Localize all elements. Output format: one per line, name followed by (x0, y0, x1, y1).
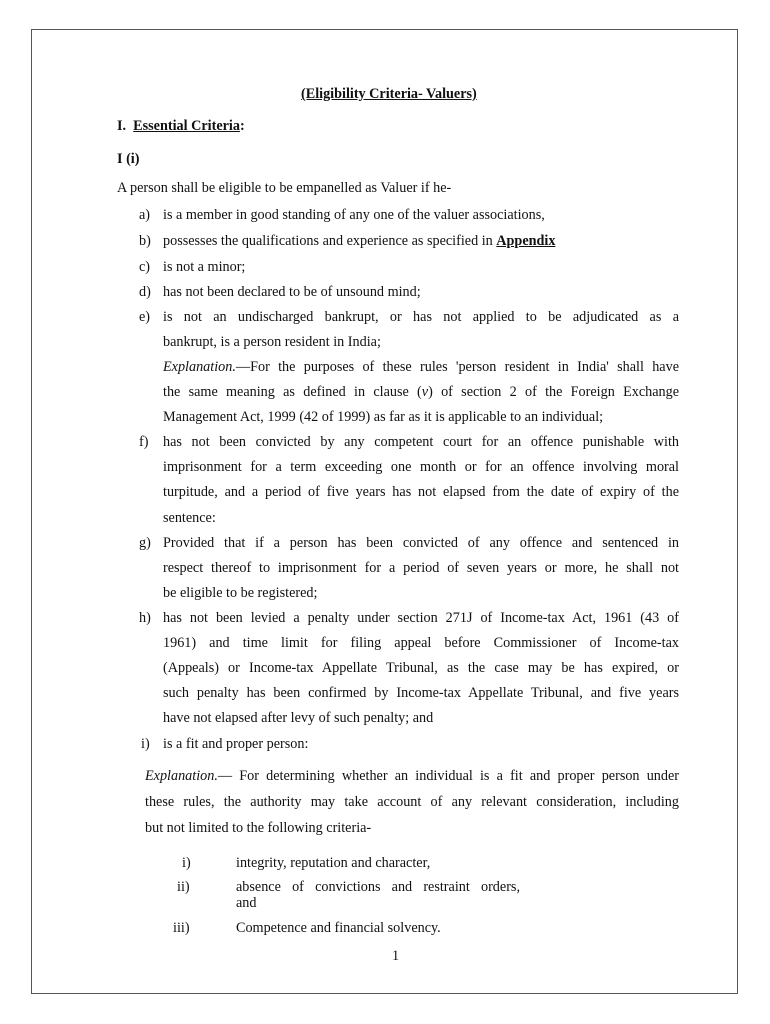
section-colon: : (239, 118, 245, 134)
item-g-line1: Provided that if a person has been convicted of any offence and sentenced in (163, 535, 679, 551)
subsection-label: I (i) (117, 151, 140, 167)
item-c-marker: c) (139, 259, 151, 275)
item-g-line2: respect thereof to imprisonment for a period of seven years or more, he shall not (163, 560, 679, 576)
item-f-line1: has not been convicted by any competent court for an offence punishable with (163, 434, 679, 450)
item-i-marker: i) (141, 736, 150, 752)
item-d-marker: d) (139, 284, 151, 300)
explanation2-line2: these rules, the authority may take account of any relevant consideration, including (145, 794, 679, 810)
item-g-marker: g) (139, 535, 151, 551)
section-heading-text: Essential Criteria (133, 118, 240, 134)
item-b-marker: b) (139, 233, 151, 249)
item-f-line2: imprisonment for a term exceeding one month or for an offence involving moral (163, 459, 679, 475)
item-f-line4: sentence: (163, 510, 216, 526)
explanation2-text: — For determining whether an individual is a fit and proper person under (217, 768, 679, 784)
criteria-marker-2: ii) (177, 879, 190, 895)
criteria-marker-3: iii) (173, 920, 190, 936)
criteria-marker-1: i) (182, 855, 191, 871)
item-b-text: possesses the qualifications and experience as specified in (163, 233, 497, 249)
item-e-expl-line2b: ) of section 2 of the Foreign Exchange (428, 384, 680, 400)
appendix-link[interactable]: Appendix (496, 233, 556, 249)
criteria-text-3: Competence and financial solvency. (236, 920, 441, 936)
item-d-text: has not been declared to be of unsound mind; (163, 284, 421, 300)
page-number: 1 (392, 948, 400, 964)
item-h-line4: such penalty has been confirmed by Income-tax Appellate Tribunal, and five years (163, 685, 679, 701)
item-i-text: is a fit and proper person: (163, 736, 309, 752)
item-a-text: is a member in good standing of any one of the valuer associations, (163, 207, 545, 223)
section-number: I. (117, 118, 127, 134)
item-h-line3: (Appeals) or Income-tax Appellate Tribunal, as the case may be has expired, or (163, 660, 679, 676)
explanation2-line1 (145, 767, 679, 785)
criteria-text-2-line2: and (236, 895, 257, 911)
item-e-explanation-label: Explanation. (163, 359, 236, 375)
item-e-line1: is not an undischarged bankrupt, or has not applied to be adjudicated as a (163, 309, 679, 325)
item-f-marker: f) (139, 434, 149, 450)
explanation2-line3: but not limited to the following criteria- (145, 820, 372, 836)
criteria-text-1: integrity, reputation and character, (236, 855, 431, 871)
document-title: (Eligibility Criteria- Valuers) (301, 86, 477, 102)
item-e-explanation-line2 (163, 383, 679, 401)
intro-text: A person shall be eligible to be empanelled as Valuer if he- (117, 180, 452, 196)
item-b (163, 232, 555, 250)
item-e-explanation-text: —For the purposes of these rules 'person resident in India' shall have (235, 359, 679, 375)
criteria-text-2-line1: absence of convictions and restraint orders, (236, 879, 520, 895)
item-e-expl-line2a: the same meaning as defined in clause ( (163, 384, 422, 400)
page-border (31, 29, 738, 994)
item-a-marker: a) (139, 207, 151, 223)
item-h-line5: have not elapsed after levy of such penalty; and (163, 710, 434, 726)
explanation2-label: Explanation. (145, 768, 218, 784)
item-e-explanation-line1 (163, 358, 679, 376)
item-e-marker: e) (139, 309, 151, 325)
item-g-line3: be eligible to be registered; (163, 585, 318, 601)
item-c-text: is not a minor; (163, 259, 246, 275)
section-heading (117, 117, 245, 135)
item-h-line1: has not been levied a penalty under section 271J of Income-tax Act, 1961 (43 of (163, 610, 679, 626)
item-e-explanation-line3: Management Act, 1999 (42 of 1999) as far as it is applicable to an individual; (163, 409, 604, 425)
item-e-line2: bankrupt, is a person resident in India; (163, 334, 381, 350)
item-h-marker: h) (139, 610, 151, 626)
item-h-line2: 1961) and time limit for filing appeal before Commissioner of Income-tax (163, 635, 679, 651)
item-f-line3: turpitude, and a period of five years has not elapsed from the date of expiry of the (163, 484, 679, 500)
item-e-expl-clause: v (421, 384, 429, 400)
